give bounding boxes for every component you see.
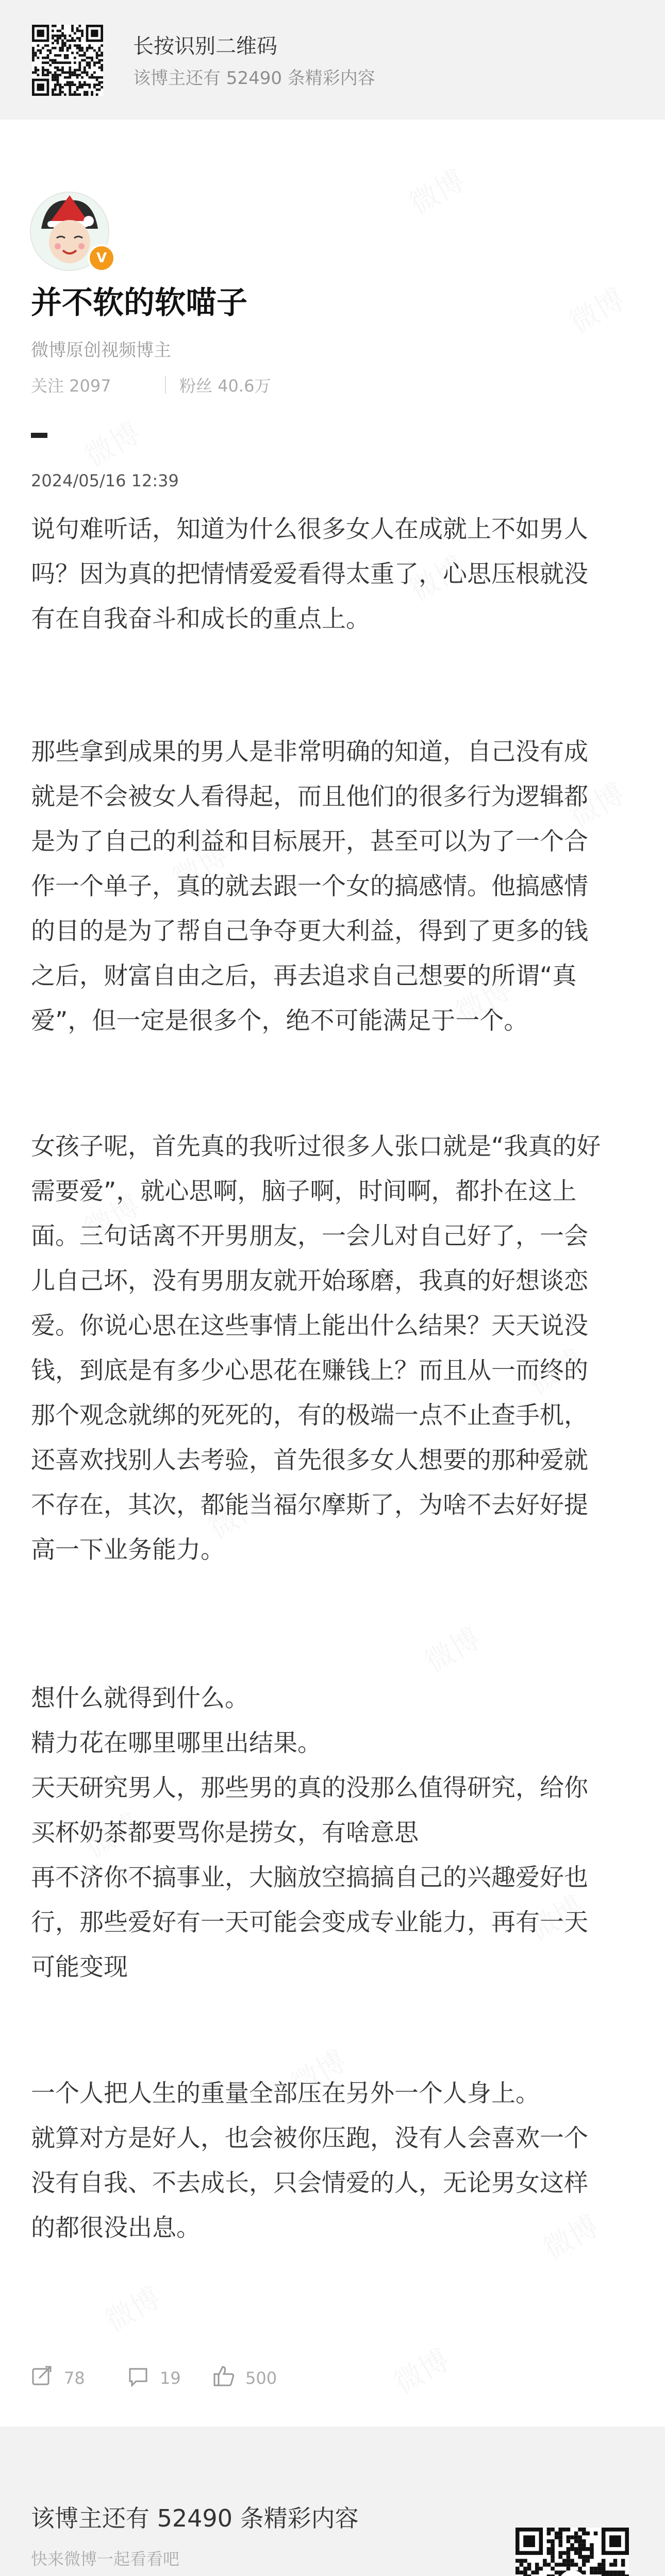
verified-badge-icon: V	[88, 244, 115, 272]
promo-subtitle: 快来微博一起看看吧	[31, 2549, 180, 2569]
qr-header-title: 长按识别二维码	[133, 35, 277, 58]
post-paragraph-5	[31, 2071, 639, 2250]
section-divider-mark	[31, 433, 47, 438]
background-watermark	[417, 1616, 487, 1681]
background-watermark	[76, 411, 147, 475]
like-button[interactable]	[212, 2363, 277, 2394]
post-line: 作一个单子，真的就去跟一个女的搞感情。他搞感情	[31, 872, 588, 901]
comment-icon	[127, 2365, 149, 2392]
stats-divider	[165, 376, 166, 394]
background-watermark	[386, 2337, 456, 2402]
post-time: 2024/05/16 12:39	[31, 471, 179, 490]
post-line: 有在自我奋斗和成长的重点上。	[31, 605, 370, 633]
post-line: 精力花在哪里哪里出结果。	[31, 1729, 322, 1757]
like-count: 500	[245, 2368, 277, 2388]
post-paragraph-4	[31, 1676, 639, 1990]
qr-code-large[interactable]	[516, 2528, 629, 2576]
author-description: 微博原创视频博主	[31, 340, 171, 361]
post-line: 想什么就得到什么。	[31, 1684, 249, 1713]
post-paragraph-3	[31, 1124, 639, 1572]
post-line: 一个人把人生的重量全部压在另外一个人身上。	[31, 2079, 540, 2108]
post-line: 儿自己坏，没有男朋友就开始琢磨，我真的好想谈恋	[31, 1267, 588, 1295]
post-line: 需要爱”，就心思啊，脑子啊，时间啊，都扑在这上	[31, 1177, 577, 1206]
post-line: 爱”，但一定是很多个，绝不可能满足于一个。	[31, 1007, 528, 1035]
repost-icon	[31, 2365, 54, 2392]
promo-title: 该博主还有 52490 条精彩内容	[31, 2504, 359, 2532]
background-watermark	[561, 277, 631, 341]
background-watermark	[401, 158, 472, 223]
post-line: 面。三句话离不开男朋友，一会儿对自己好了，一会	[31, 1222, 588, 1250]
post-line: 爱。你说心思在这些事情上能出什么结果？天天说没	[31, 1312, 588, 1340]
thumbs-up-icon	[212, 2365, 235, 2392]
qr-header-subtitle: 该博主还有 52490 条精彩内容	[133, 68, 375, 89]
post-paragraph-1	[31, 507, 639, 641]
qr-code-small[interactable]	[32, 25, 103, 96]
post-line: 钱，到底是有多少心思花在赚钱上？而且从一而终的	[31, 1357, 588, 1385]
followers-count: 粉丝 40.6万	[179, 376, 271, 396]
post-line: 没有自我、不去成长，只会情爱的人，无论男女这样	[31, 2169, 588, 2197]
post-line: 再不济你不搞事业，大脑放空搞搞自己的兴趣爱好也	[31, 1863, 588, 1892]
post-line: 的目的是为了帮自己争夺更大利益，得到了更多的钱	[31, 917, 588, 945]
comment-button[interactable]	[127, 2363, 181, 2394]
post-line: 的都很没出息。	[31, 2214, 201, 2242]
post-line: 不存在，其次，都能当福尔摩斯了，为啥不去好好提	[31, 1491, 588, 1519]
post-line: 高一下业务能力。	[31, 1536, 225, 1564]
post-line: 那些拿到成果的男人是非常明确的知道，自己没有成	[31, 738, 588, 766]
post-line: 是为了自己的利益和目标展开，甚至可以为了一个合	[31, 827, 588, 856]
author-name[interactable]: 并不软的软喵子	[31, 285, 247, 321]
repost-button[interactable]	[31, 2363, 85, 2394]
post-line: 之后，财富自由之后，再去追求自己想要的所谓“真	[31, 962, 577, 990]
following-count: 关注 2097	[31, 376, 111, 396]
post-line: 可能变现	[31, 1953, 128, 1981]
comment-count: 19	[160, 2368, 181, 2388]
post-line: 行，那些爱好有一天可能会变成专业能力，再有一天	[31, 1908, 588, 1937]
post-line: 女孩子呢，首先真的我听过很多人张口就是“我真的好	[31, 1132, 601, 1161]
post-line: 说句难听话，知道为什么很多女人在成就上不如男人	[31, 515, 588, 544]
background-watermark	[97, 2276, 168, 2340]
post-line: 买杯奶茶都要骂你是捞女，有啥意思	[31, 1819, 419, 1847]
post-line: 就算对方是好人，也会被你压跑，没有人会喜欢一个	[31, 2124, 588, 2153]
post-paragraph-2	[31, 730, 639, 1043]
repost-count: 78	[64, 2368, 85, 2388]
post-line: 吗？因为真的把情情爱爱看得太重了，心思压根就没	[31, 560, 588, 588]
post-line: 还喜欢找别人去考验，首先很多女人想要的那种爱就	[31, 1446, 588, 1475]
post-line: 天天研究男人，那些男的真的没那么值得研究，给你	[31, 1774, 588, 1802]
post-line: 就是不会被女人看得起，而且他们的很多行为逻辑都	[31, 783, 588, 811]
post-line: 那个观念就绑的死死的，有的极端一点不止查手机，	[31, 1401, 588, 1430]
